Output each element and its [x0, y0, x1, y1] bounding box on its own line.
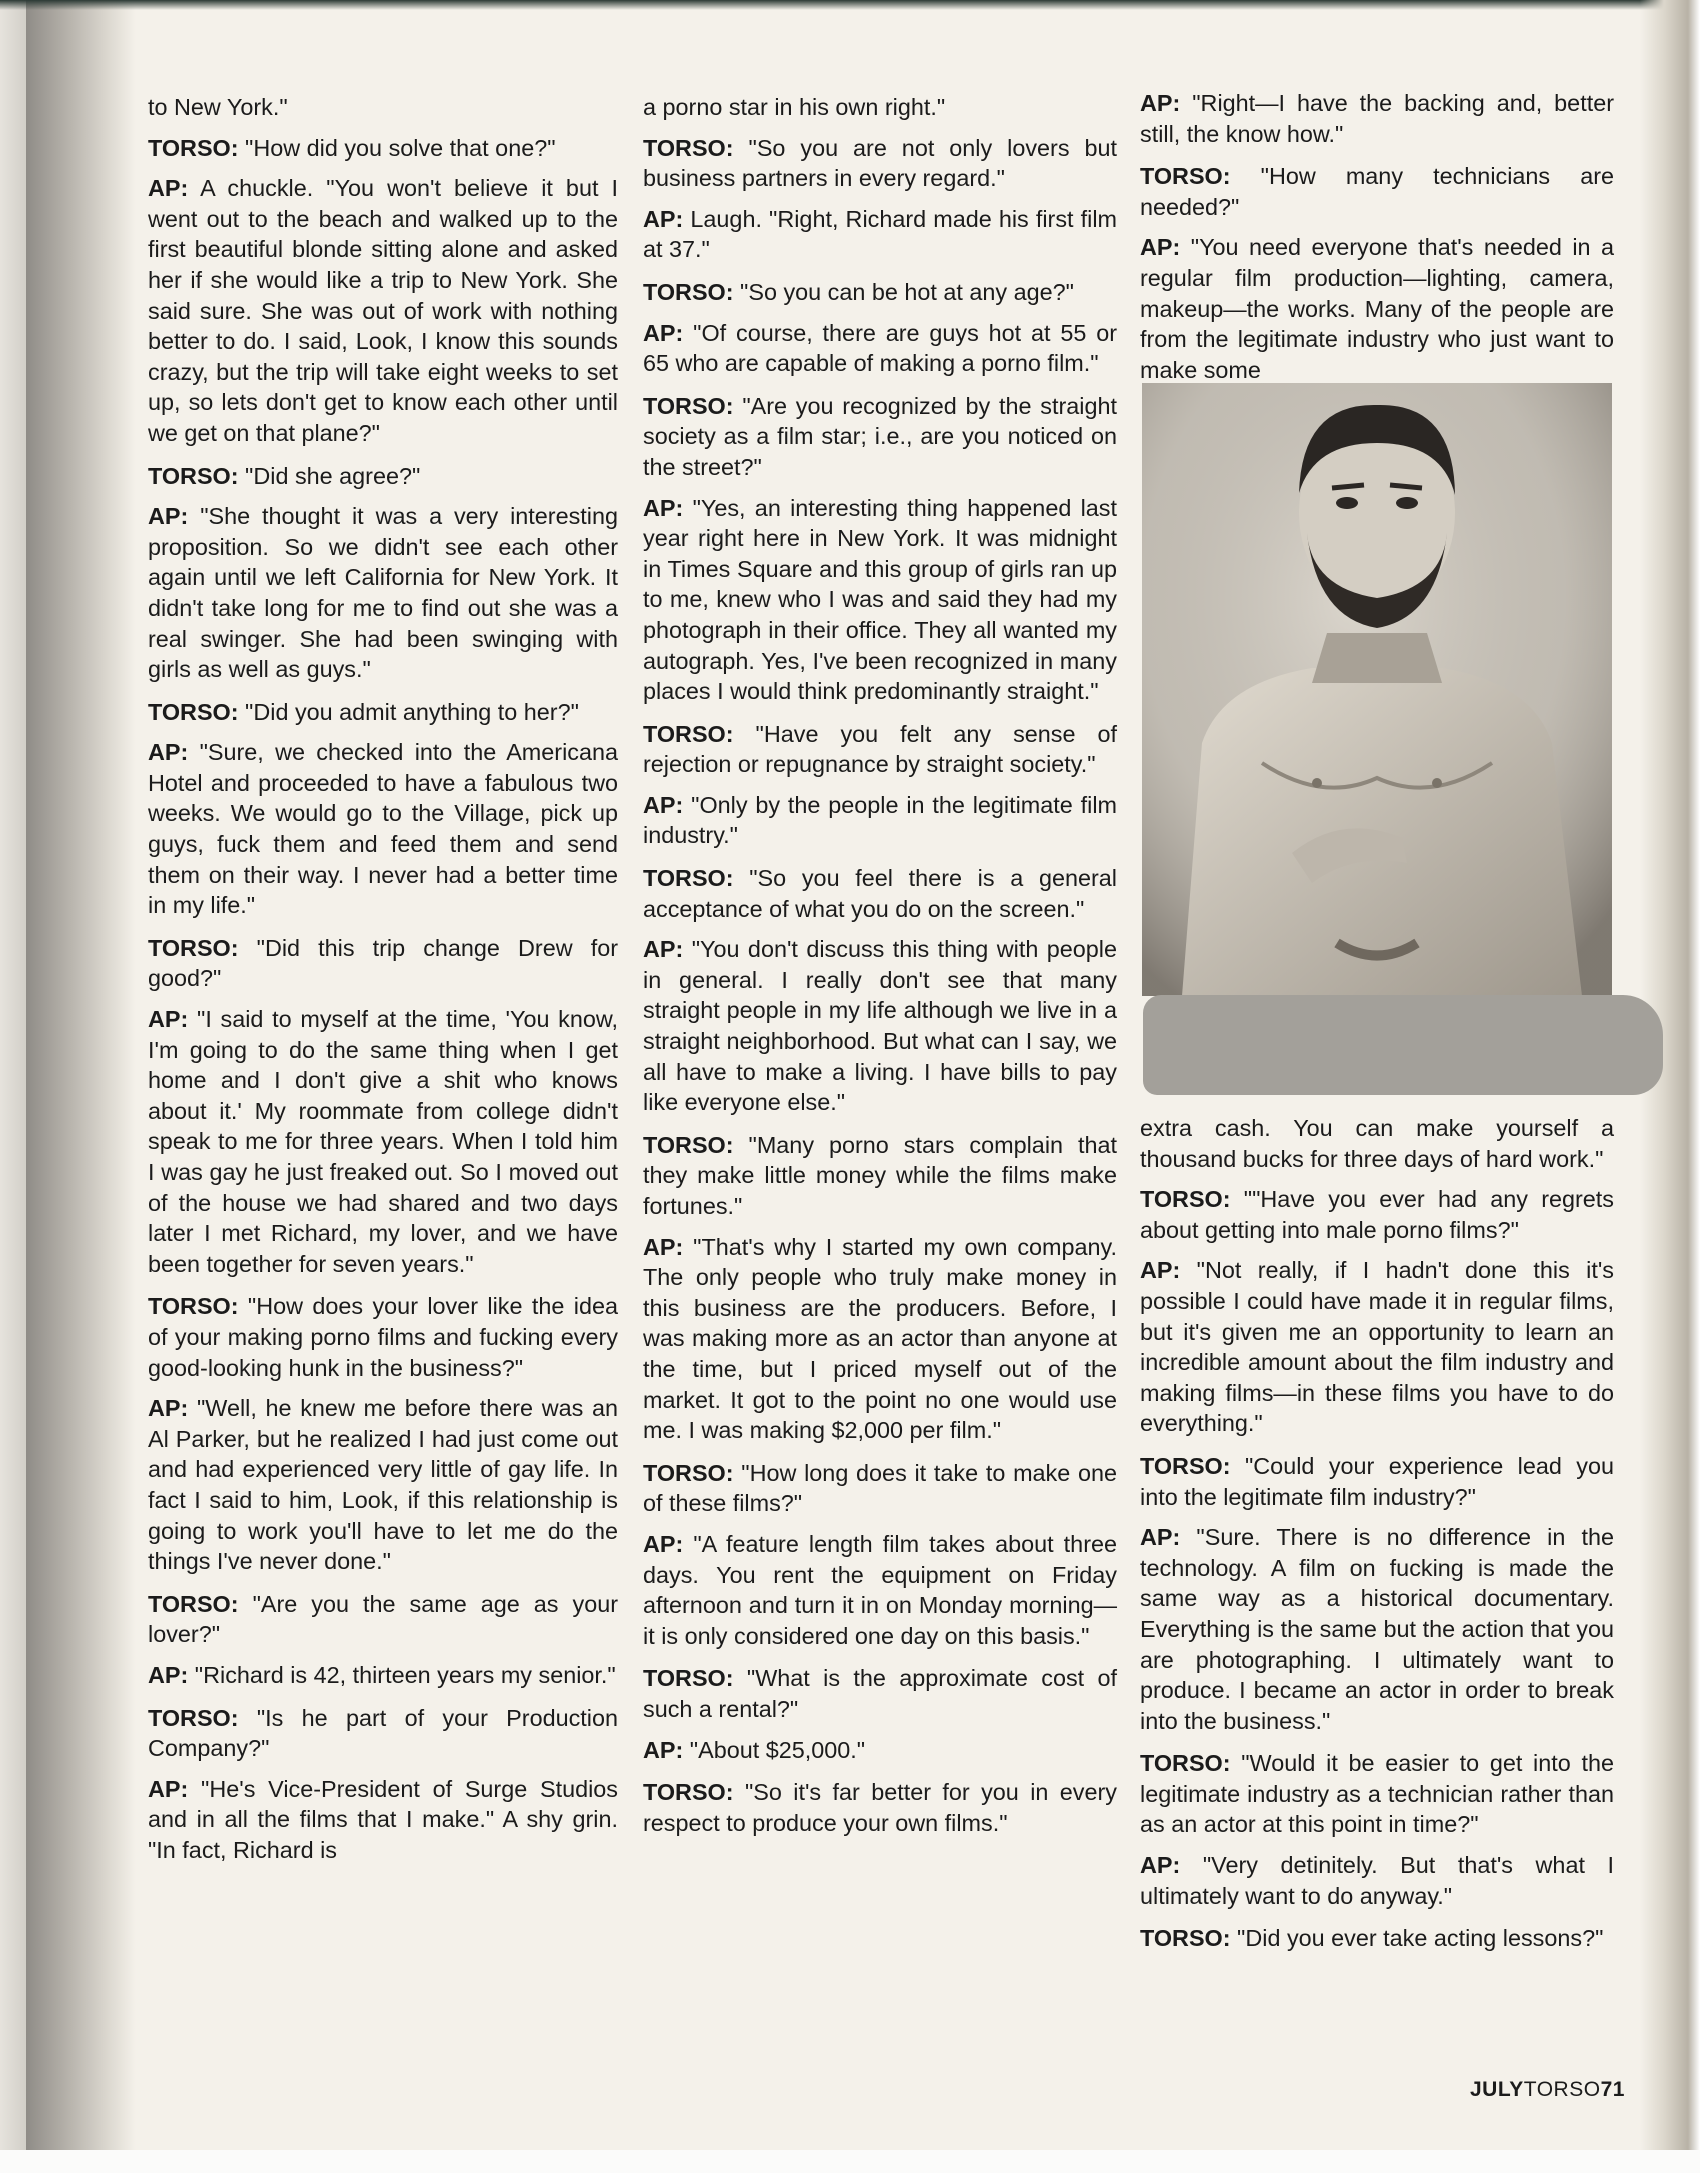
paragraph-text: "Many porno stars complain that they make little money while the films make fortunes." — [643, 1131, 1117, 1219]
paragraph-text: extra cash. You can make yourself a thousand bucks for three days of hard work." — [1140, 1115, 1614, 1172]
speaker-label: AP: — [148, 1006, 189, 1033]
portrait-photo — [1142, 383, 1612, 996]
speaker-label: AP: — [643, 1233, 684, 1260]
paragraph-text: "Richard is 42, thirteen years my senior." — [194, 1661, 616, 1688]
speaker-label: TORSO: — [643, 720, 734, 747]
paragraph — [1140, 1923, 1614, 1954]
paragraph — [643, 1735, 1117, 1766]
speaker-label: TORSO: — [1140, 1186, 1231, 1213]
speaker-label: AP: — [148, 503, 189, 530]
paragraph-text: "So you can be hot at any age?" — [740, 278, 1074, 305]
speaker-label: AP: — [1140, 234, 1181, 261]
paragraph — [643, 1232, 1117, 1446]
portrait-illustration — [1142, 383, 1612, 996]
paragraph-text: "I said to myself at the time, 'You know, I'm going to do the same thing when I get home and I don't give a shit who knows about it.' My roommate from college didn't speak to me for three years. When I told him I was gay he just freaked out. So I moved out of the house we had shared and two days later I met Richard, my lover, and we have been together for seven years." — [148, 1006, 618, 1277]
speaker-label: TORSO: — [148, 1704, 239, 1731]
paragraph — [643, 719, 1117, 780]
column-1 — [148, 92, 618, 1877]
footer-month: JULY — [1470, 2078, 1524, 2101]
paragraph-text: "Are you recognized by the straight society as a film star; i.e., are you noticed on the street?" — [643, 392, 1117, 480]
speaker-label: TORSO: — [148, 698, 239, 725]
paragraph-text: "A feature length film takes about three days. You rent the equipment on Friday afternoon and turn it in on Monday morning—it is only considered one day on this basis." — [643, 1530, 1117, 1649]
paragraph-text: A chuckle. "You won't believe it but I went out to the beach and walked up to the first beautiful blonde sitting alone and asked her if she would like a trip to New York. She said sure. She was out of work with nothing better to do. I said, Look, I know this sounds crazy, but the trip will take eight weeks to set up, so lets don't get to know each other until we get on that plane?" — [148, 175, 618, 446]
page-footer — [1470, 2078, 1625, 2102]
paragraph — [643, 1130, 1117, 1222]
paragraph-text: to New York." — [148, 94, 288, 120]
paragraph-text: "Very detinitely. But that's what I ultimately want to do anyway." — [1140, 1852, 1615, 1909]
paragraph-text: "You need everyone that's needed in a regular film production—lighting, camera, makeup—the works. Many of the people are from the legitimate industry who just want to make some — [1140, 234, 1615, 383]
paragraph-text: "So you are not only lovers but business partners in every regard." — [643, 134, 1118, 192]
paragraph — [643, 863, 1117, 924]
footer-magazine: TORSO — [1523, 2078, 1601, 2101]
paragraph — [1140, 1451, 1614, 1512]
paragraph-text: "So you feel there is a general acceptance of what you do on the screen." — [643, 865, 1118, 922]
paragraph — [643, 391, 1117, 483]
speaker-label: TORSO: — [148, 134, 239, 161]
paragraph — [148, 1774, 618, 1866]
speaker-label: AP: — [1140, 90, 1181, 116]
paragraph — [148, 1004, 618, 1279]
speaker-label: AP: — [148, 1775, 189, 1802]
paragraph — [148, 1703, 618, 1764]
speaker-label: TORSO: — [643, 1665, 734, 1692]
paragraph-text: "That's why I started my own company. The only people who truly make money in this business are the producers. Before, I was making more as an actor than anyone at the time, but I priced myself out of the market. It got to the point no one would use me. I was making $2,000 per film." — [643, 1233, 1118, 1444]
paragraph — [148, 1393, 618, 1577]
speaker-label: TORSO: — [148, 462, 239, 489]
paragraph — [1140, 1113, 1614, 1174]
speaker-label: TORSO: — [643, 865, 734, 892]
paragraph-text: "Sure, we checked into the Americana Hotel and proceeded to have a fabulous two weeks. We would go to the Village, pick up guys, fuck them and feed them and send them on their way. I never had a better time in my life." — [148, 739, 619, 919]
paragraph-text: "Of course, there are guys hot at 55 or 65 who are capable of making a porno film." — [643, 319, 1118, 377]
paragraph — [148, 133, 618, 164]
paragraph — [148, 92, 618, 123]
speaker-label: AP: — [148, 175, 189, 202]
paragraph-text: Laugh. "Right, Richard made his first film at 37." — [643, 205, 1118, 263]
paragraph — [1140, 1748, 1614, 1840]
paragraph-text: "Right—I have the backing and, better still, the know how." — [1140, 90, 1614, 147]
paragraph-text: a porno star in his own right." — [643, 94, 946, 120]
speaker-label: TORSO: — [148, 1293, 239, 1320]
speaker-label: TORSO: — [148, 934, 239, 961]
paragraph-text: "How did you solve that one?" — [245, 134, 556, 161]
paragraph — [643, 204, 1117, 265]
paragraph — [1140, 1850, 1614, 1911]
speaker-label: AP: — [148, 739, 189, 766]
speaker-label: AP: — [643, 319, 684, 346]
speaker-label: AP: — [643, 936, 684, 963]
column-2 — [643, 92, 1117, 1848]
speaker-label: TORSO: — [1140, 1750, 1231, 1777]
speaker-label: AP: — [643, 791, 684, 818]
page-edge-left — [0, 0, 26, 2173]
paragraph-text: "Did you admit anything to her?" — [245, 698, 579, 725]
speaker-label: TORSO: — [643, 1779, 734, 1806]
speaker-label: TORSO: — [643, 1459, 734, 1486]
speaker-label: TORSO: — [1140, 163, 1231, 190]
paragraph — [148, 1291, 618, 1383]
paragraph-text: "Is he part of your Production Company?" — [148, 1704, 619, 1762]
paragraph — [1140, 1184, 1614, 1245]
paragraph-text: "He's Vice-President of Surge Studios and in all the films that I make." A shy grin. "In fact, Richard is — [148, 1775, 618, 1863]
speaker-label: AP: — [1140, 1852, 1181, 1879]
censor-bar — [1143, 995, 1663, 1095]
speaker-label: AP: — [1140, 1524, 1181, 1551]
paragraph-text: ""Have you ever had any regrets about getting into male porno films?" — [1140, 1186, 1614, 1243]
speaker-label: TORSO: — [1140, 1452, 1231, 1479]
paragraph — [1140, 1255, 1614, 1439]
paragraph — [643, 493, 1117, 707]
paragraph — [643, 277, 1117, 308]
paragraph — [643, 1777, 1117, 1838]
paragraph — [1140, 232, 1614, 385]
page-edge-bottom — [0, 2150, 1700, 2173]
paragraph-text: "Would it be easier to get into the legitimate industry as a technician rather than as an actor at this point in time?" — [1140, 1750, 1614, 1838]
paragraph-text: "Well, he knew me before there was an Al Parker, but he realized I had just come out and had experienced very little of gay life. In fact I said to him, Look, if this relationship is going to work you'll have to let me do the things I've never done." — [148, 1395, 618, 1575]
binding-shadow — [26, 0, 136, 2173]
paragraph-text: "Not really, if I hadn't done this it's possible I could have made it in regular films, but it's given me an opportunity to learn an incredible amount about the film industry and making films—in these films you have to do everything." — [1140, 1257, 1614, 1437]
paragraph-text: "How long does it take to make one of these films?" — [643, 1459, 1118, 1517]
speaker-label: AP: — [643, 1530, 684, 1557]
paragraph — [643, 1458, 1117, 1519]
speaker-label: AP: — [148, 1661, 189, 1688]
paragraph — [148, 1660, 618, 1691]
paragraph-text: "Yes, an interesting thing happened last year right here in New York. It was midnight in Times Square and this group of girls ran up to me, knew who I was and said they had my photograph in their office. They all wanted my autograph. Yes, I've been recognized in many places I would think predominantly straight." — [643, 494, 1117, 705]
speaker-label: TORSO: — [643, 392, 734, 419]
paragraph-text: "Only by the people in the legitimate film industry." — [643, 791, 1118, 849]
paragraph-text: "You don't discuss this thing with people in general. I really don't see that many straight people in my life although we live in a straight neighborhood. But what can I say, we all have to make a living. I have bills to pay like everyone else." — [643, 936, 1118, 1116]
paragraph — [148, 737, 618, 921]
paragraph-text: "So it's far better for you in every respect to produce your own films." — [643, 1779, 1117, 1836]
paragraph — [1140, 1522, 1614, 1736]
paragraph-text: "Did she agree?" — [245, 462, 421, 489]
speaker-label: AP: — [643, 494, 684, 521]
paragraph — [148, 933, 618, 994]
paragraph — [643, 1663, 1117, 1724]
column-3-top — [1140, 88, 1614, 397]
speaker-label: TORSO: — [643, 1131, 734, 1158]
paragraph — [643, 790, 1117, 851]
speaker-label: AP: — [1140, 1257, 1181, 1284]
paragraph-text: "Sure. There is no difference in the technology. A film on fucking is made the same way as a historical documentary. Everything is the same but the action that you are photographing. I ultimately want to produce. I became an actor in order to break into the business." — [1140, 1524, 1614, 1734]
paragraph — [148, 173, 618, 448]
paragraph-text: "Did you ever take acting lessons?" — [1237, 1925, 1604, 1952]
paragraph — [148, 501, 618, 685]
speaker-label: AP: — [643, 1736, 684, 1763]
top-page-edge — [0, 0, 1700, 10]
speaker-label: AP: — [643, 205, 684, 232]
paragraph — [1140, 161, 1614, 222]
speaker-label: TORSO: — [1140, 1925, 1231, 1952]
paragraph-text: "Did this trip change Drew for good?" — [148, 934, 619, 992]
paragraph — [148, 697, 618, 728]
paragraph-text: "Have you felt any sense of rejection or repugnance by straight society." — [643, 720, 1117, 778]
paragraph — [643, 1529, 1117, 1651]
paragraph-text: "She thought it was a very interesting proposition. So we didn't see each other again until we left California for New York. It didn't take long for me to find out she was a real swinger. She had been swinging with girls as well as guys." — [148, 503, 618, 683]
paragraph — [1140, 88, 1614, 149]
paragraph — [643, 133, 1117, 194]
speaker-label: TORSO: — [643, 134, 734, 161]
paragraph-text: "How does your lover like the idea of your making porno films and fucking every good-looking hunk in the business?" — [148, 1293, 618, 1381]
column-3-bottom — [1140, 1113, 1614, 1964]
speaker-label: AP: — [148, 1395, 189, 1422]
paragraph — [643, 934, 1117, 1118]
speaker-label: TORSO: — [148, 1590, 239, 1617]
paragraph — [148, 1589, 618, 1650]
paragraph — [643, 318, 1117, 379]
paragraph-text: "Are you the same age as your lover?" — [148, 1590, 618, 1648]
paragraph-text: "How many technicians are needed?" — [1140, 163, 1615, 220]
paragraph-text: "About $25,000." — [689, 1736, 866, 1763]
footer-page-number: 71 — [1600, 2078, 1625, 2101]
speaker-label: TORSO: — [643, 278, 734, 305]
paragraph — [643, 92, 1117, 123]
paragraph-text: "Could your experience lead you into the legitimate film industry?" — [1140, 1452, 1615, 1510]
paragraph-text: "What is the approximate cost of such a rental?" — [643, 1665, 1118, 1722]
paragraph — [148, 461, 618, 492]
